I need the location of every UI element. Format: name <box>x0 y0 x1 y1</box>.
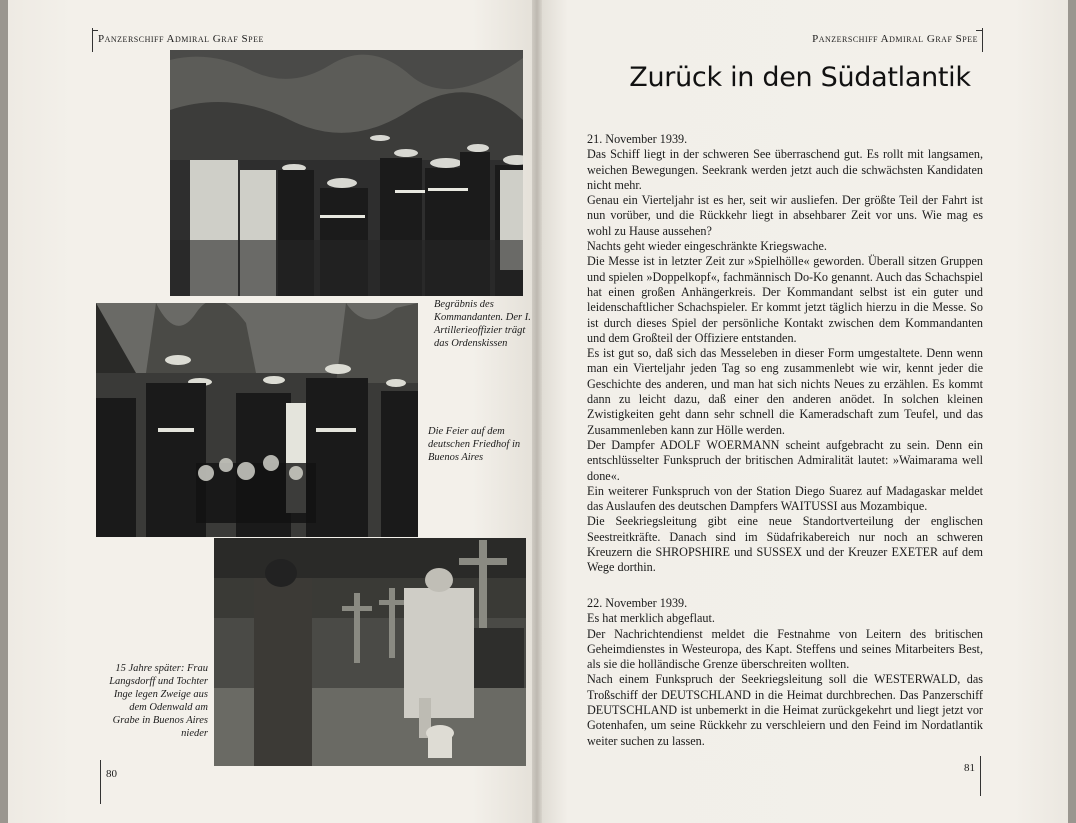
photo-cemetery-ceremony <box>96 303 418 537</box>
caption-grave-visit: 15 Jahre später: Frau Langsdorff und Tochter Inge legen Zweige aus dem Odenwald am Grabe in Buenos Aires nieder <box>109 663 208 739</box>
entry-paragraph: Ein weiterer Funkspruch von der Station Diego Suarez auf Madagaskar meldet das Auslaufen des deutschen Dampfers WAITUSSI aus Mozambique. <box>587 483 983 514</box>
page-number-left: 80 <box>106 768 117 780</box>
photo-grave-visit <box>214 538 526 766</box>
running-head-right: Panzerschiff Admiral Graf Spee <box>812 33 978 45</box>
entry-paragraph: Nachts geht wieder eingeschränkte Kriegswache. <box>587 239 827 254</box>
chapter-title: Zurück in den Südatlantik <box>629 62 971 93</box>
photo-funeral-procession <box>170 50 523 296</box>
running-head-rule-left <box>92 28 93 52</box>
folio-rule-right <box>980 756 981 796</box>
book-gutter <box>532 0 542 823</box>
entry-date: 22. November 1939. <box>587 596 688 610</box>
running-head-rule-right <box>982 28 983 52</box>
entry-paragraph: Nach einem Funkspruch der Seekriegsleitung soll die WESTERWALD, das Troßschiff der DEUTSCHLAND in die Heimat durchbrechen. Das Panzerschiff DEUTSCHLAND ist unbemerkt in die Heimat zurückgekehrt und liegt jetzt vor Gotenhafen, um seine Rückkehr zu verschleiern und den Feind im Nordatlantik weiter suchen zu lassen. <box>587 672 983 748</box>
entry-paragraph: Der Nachrichtendienst meldet die Festnahme von Leitern des britischen Geheimdienstes in Westeuropa, des Kapt. Steffens und seines Mitarbeiters Best, als sie die holländische Grenze überschreiten wollten. <box>587 626 983 672</box>
caption-funeral: Begräbnis des Kommandanten. Der I. Artillerieoffizier trägt das Ordenskissen <box>434 299 531 349</box>
entry-paragraph: Es hat merklich abgeflaut. <box>587 611 715 626</box>
running-head-tick-right <box>976 30 982 31</box>
folio-rule-left <box>100 760 101 804</box>
entry-paragraph: Genau ein Vierteljahr ist es her, seit wir ausliefen. Der größte Teil der Fahrt ist nun vorüber, und die Rückkehr liegt in absehbarer Zeit vor uns. Wie mag es wohl zu Hause aussehen? <box>587 193 983 238</box>
caption-cemetery: Die Feier auf dem deutschen Friedhof in Buenos Aires <box>428 426 521 463</box>
entry-paragraph: Die Messe ist in letzter Zeit zur »Spielhölle« geworden. Überall sitzen Gruppen und spielen »Doppelkopf«, fachmännisch Do-Ko genannt. Auch das Schachspiel hat einen großen Anhängerkreis. Der Kommandant selbst ist ein guter und leidenschaftlicher Schachspieler. Er kommt jetzt täglich hierzu in die Messe. So ist durch dieses Spiel der persönliche Kontakt zwischen dem Kommandanten und dem Großteil der Offiziere entstanden. <box>587 254 983 345</box>
entry-paragraph: Die Seekriegsleitung gibt eine neue Standortverteilung der englischen Seestreitkräfte. Danach sind im Südafrikabereich nur noch an schweren Kreuzern die SHROPSHIRE und SUSSEX und der Kreuzer EXETER auf dem Wege dorthin. <box>587 514 983 575</box>
running-head-tick-left <box>92 30 98 31</box>
entry-paragraph: Der Dampfer ADOLF WOERMANN scheint aufgebracht zu sein. Denn ein entschlüsselter Funkspruch der britischen Admiralität lautet: »Waimarama well done«. <box>587 437 983 483</box>
entry-date: 21. November 1939. <box>587 132 688 146</box>
running-head-left: Panzerschiff Admiral Graf Spee <box>98 33 264 45</box>
diary-entry-2 <box>587 596 983 749</box>
diary-entry-1 <box>587 132 983 576</box>
entry-paragraph: Das Schiff liegt in der schweren See überraschend gut. Es rollt mit langsamen, weichen Bewegungen. Seekrank werden jetzt auch die schwächsten Kandidaten nicht mehr. <box>587 147 983 192</box>
entry-paragraph: Es ist gut so, daß sich das Messeleben in dieser Form umgestaltete. Denn wenn man ein Vierteljahr jeden Tag so eng zusammenlebt wie wir, kennt jeder die Geschichte des anderen, und man hat sich nichts Neues zu erzählen. Es kommt dann zu leicht dazu, daß einer den anderen anödet. In solchen kleinen Zwistigkeiten geht dann sehr schnell die Kameradschaft zum Teufel, und das Zusammenleben kann zur Hölle werden. <box>587 346 983 437</box>
page-number-right: 81 <box>964 762 975 774</box>
